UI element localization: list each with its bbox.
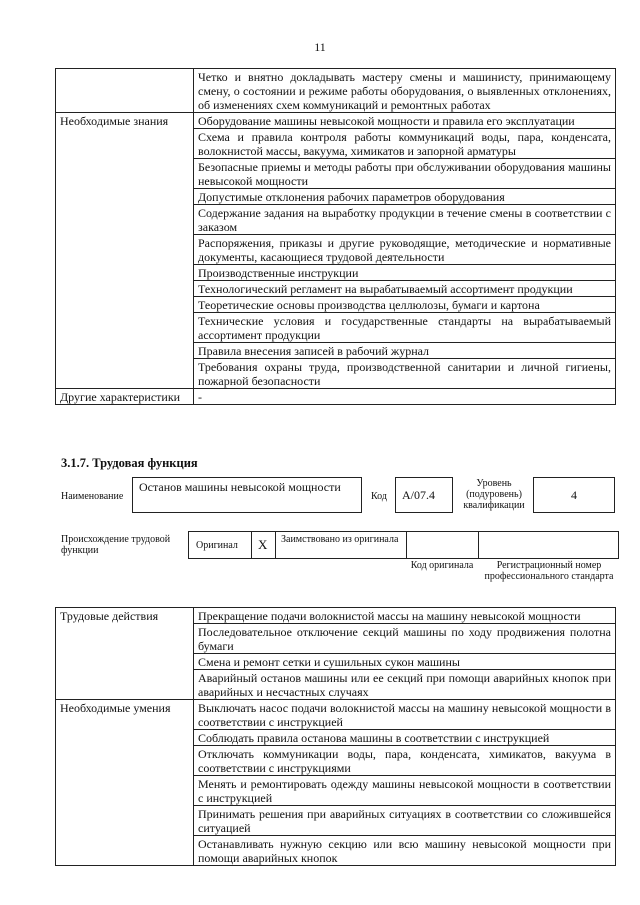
table-row — [56, 700, 616, 730]
code-value: А/07.4 — [402, 488, 435, 502]
code-label: Код — [371, 491, 387, 502]
divider — [478, 531, 479, 558]
table-cell: Последовательное отключение секций машины по ходу продвижения полотна бумаги — [194, 624, 616, 654]
table-cell: Содержание задания на выработку продукции в течение смены в соответствии с заказом — [194, 205, 616, 235]
code-caption: Код оригинала — [410, 560, 474, 571]
origin-label: Происхождение трудовой функции — [61, 534, 171, 556]
table-cell: Распоряжения, приказы и другие руководящие, методические и нормативные документы, касающиеся трудовой деятельности — [194, 235, 616, 265]
table-row — [56, 69, 616, 113]
table-cell: Безопасные приемы и методы работы при обслуживании оборудования машины невысокой мощности — [194, 159, 616, 189]
divider — [275, 531, 276, 558]
row-label: Необходимые умения — [56, 700, 194, 866]
borrowed-label: Заимствовано из оригинала — [281, 534, 399, 545]
table-cell: Прекращение подачи волокнистой массы на машину невысокой мощности — [194, 608, 616, 624]
level-label: Уровень (подуровень) квалификации — [463, 478, 525, 511]
page-number: 11 — [314, 40, 326, 54]
table-cell: Теоретические основы производства целлюлозы, бумаги и картона — [194, 297, 616, 313]
table-cell: Принимать решения при аварийных ситуациях в соответствии со сложившейся ситуацией — [194, 806, 616, 836]
actions-table — [55, 607, 616, 866]
function-name: Останов машины невысокой мощности — [139, 480, 341, 494]
table-cell: Технические условия и государственные стандарты на вырабатываемый ассортимент продукции — [194, 313, 616, 343]
table-cell: Технологический регламент на вырабатываемый ассортимент продукции — [194, 281, 616, 297]
origin-box — [188, 531, 619, 559]
reg-caption: Регистрационный номер профессионального стандарта — [484, 560, 614, 582]
table-cell: Схема и правила контроля работы коммуникаций воды, пара, конденсата, волокнистой массы, вакуума, химикатов и запорной арматуры — [194, 129, 616, 159]
row-label — [56, 69, 194, 113]
table-cell: Оборудование машины невысокой мощности и правила его эксплуатации — [194, 113, 616, 129]
table-cell: Смена и ремонт сетки и сушильных сукон машины — [194, 654, 616, 670]
level-value: 4 — [571, 488, 577, 502]
table-cell: Производственные инструкции — [194, 265, 616, 281]
level-box — [533, 477, 615, 513]
divider — [251, 531, 252, 558]
divider — [406, 531, 407, 558]
original-label: Оригинал — [196, 540, 238, 551]
table-cell: Допустимые отклонения рабочих параметров оборудования — [194, 189, 616, 205]
table-row — [56, 389, 616, 405]
row-label: Трудовые действия — [56, 608, 194, 700]
table-cell: - — [194, 389, 616, 405]
table-cell: Отключать коммуникации воды, пара, конденсата, химикатов, вакуума в соответствии с инструкциями — [194, 746, 616, 776]
table-cell: Соблюдать правила останова машины в соответствии с инструкцией — [194, 730, 616, 746]
section-title: 3.1.7. Трудовая функция — [61, 456, 198, 470]
row-label: Необходимые знания — [56, 113, 194, 389]
table-cell: Аварийный останов машины или ее секций при помощи аварийных кнопок при аварийных и несчастных случаях — [194, 670, 616, 700]
table-cell: Четко и внятно докладывать мастеру смены и машинисту, принимающему смену, о состоянии и режиме работы оборудования, о выявленных отклонениях, об изменениях схем коммуникаций и ремонтных работах — [194, 69, 616, 113]
table-cell: Менять и ремонтировать одежду машины невысокой мощности в соответствии с инструкцией — [194, 776, 616, 806]
table-cell: Останавливать нужную секцию или всю машину невысокой мощности при помощи аварийных кнопок — [194, 836, 616, 866]
code-box — [395, 477, 453, 513]
table-row — [56, 113, 616, 129]
table-cell: Выключать насос подачи волокнистой массы на машину невысокой мощности в соответствии с инструкцией — [194, 700, 616, 730]
table-cell: Требования охраны труда, производственной санитарии и личной гигиены, пожарной безопасности — [194, 359, 616, 389]
name-label: Наименование — [61, 491, 124, 502]
table-cell: Правила внесения записей в рабочий журнал — [194, 343, 616, 359]
name-box — [132, 477, 362, 513]
table-row — [56, 608, 616, 624]
row-label: Другие характеристики — [56, 389, 194, 405]
knowledge-table — [55, 68, 616, 405]
original-mark: Х — [258, 537, 268, 552]
